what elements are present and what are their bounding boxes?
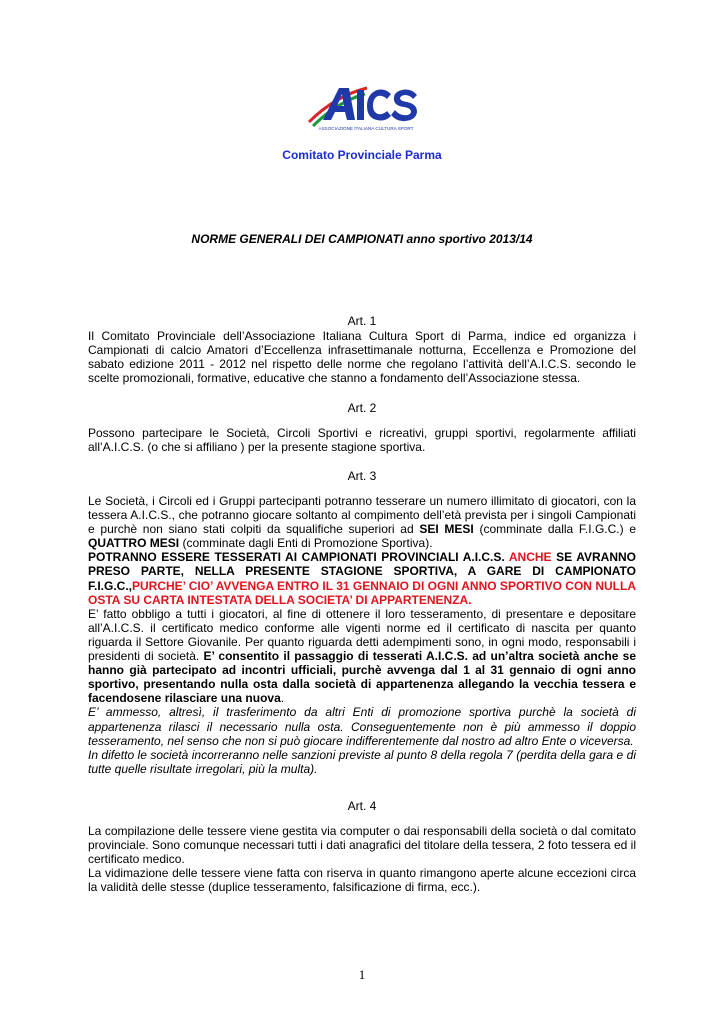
committee-heading: Comitato Provinciale Parma: [282, 148, 442, 162]
aics-logo: [305, 82, 427, 134]
article-3-paragraph-1: Le Società, i Circoli ed i Gruppi partecipanti potranno tesserare un numero illimitato di giocatori, con la tessera A.I.C.S., che potranno giocare soltanto al compimento dell’età prevista per i singoli Campionati e purchè non siano stati colpiti da squalifiche superiori ad SEI MESI (comminate dalla F.I.G.C.) e QUATTRO MESI (comminate dagli Enti di Promozione Sportiva).: [88, 494, 636, 551]
document-title: NORME GENERALI DEI CAMPIONATI anno sportivo 2013/14: [191, 232, 533, 246]
article-3-paragraph-4: E’ ammesso, altresì, il trasferimento da altri Enti di promozione sportiva purchè la società di appartenenza rilasci il necessario nulla osta. Conseguentemente non è più ammesso il doppio tesseramento, nel senso che non si può giocare indifferentemente dal nostro ad altro Ente o viceversa.: [88, 705, 636, 748]
article-2-text: [88, 426, 636, 454]
article-1-paragraph: Il Comitato Provinciale dell’Associazione Italiana Cultura Sport di Parma, indice ed organizza i Campionati di calcio Amatori d’Eccellenza infrasettimanale notturna, Eccellenza e Promozione del sabato edizione 2011 - 2012 nel rispetto delle norme che regolano l’attività dell’A.I.C.S. secondo le scelte promozionali, formative, educative che stanno a fondamento dell’Associazione stessa.: [88, 329, 636, 386]
page-number: 1: [358, 967, 366, 982]
article-2-heading: Art. 2: [347, 401, 377, 415]
article-2-paragraph: Possono partecipare le Società, Circoli Sportivi e ricreativi, gruppi sportivi, regolarmente affiliati all’A.I.C.S. (o che si affiliano ) per la presente stagione sportiva.: [88, 426, 636, 455]
article-3-paragraph-3: E’ fatto obbligo a tutti i giocatori, al fine di ottenere il loro tesseramento, di presentare e depositare all’A.I.C.S. il certificato medico conforme alle vigenti norme ed il certificato di nascita per quanto riguarda il Settore Giovanile. Per quanto riguarda detti adempimenti sono, in ogni modo, responsabili i presidenti di società. E’ consentito il passaggio di tesserati A.I.C.S. ad un’altra società anche se hanno già partecipato ad incontri ufficiali, purchè avvenga dal 1 al 31 gennaio di ogni anno sportivo, presentando nulla osta dalla società di appartenenza allegando la vecchia tessera e facendosene rilasciare una nuova.: [88, 606, 636, 706]
logo-tagline: ASSOCIAZIONE ITALIANA CULTURA SPORT: [318, 126, 414, 131]
article-3-paragraph-5: In difetto le società incorreranno nelle sanzioni previste al punto 8 della regola 7 (perdita della gara e di tutte quelle risultate irregolari, più la multa).: [88, 747, 636, 776]
article-4-paragraph-1: La compilazione delle tessere viene gestita via computer o dai responsabili della società o dal comitato provinciale. Sono comunque necessari tutti i dati anagrafici del titolare della tessera, 2 foto tessera ed il certificato medico.: [88, 824, 636, 867]
article-3-heading: Art. 3: [347, 469, 377, 483]
article-4-heading: Art. 4: [347, 799, 377, 813]
article-3-paragraph-2: POTRANNO ESSERE TESSERATI AI CAMPIONATI PROVINCIALI A.I.C.S. ANCHE SE AVRANNO PRESO PARTE, NELLA PRESENTE STAGIONE SPORTIVA, A GARE DI CAMPIONATO F.I.G.C.,PURCHE’ CIO’ AVVENGA ENTRO IL 31 GENNAIO DI OGNI ANNO SPORTIVO CON NULLA OSTA SU CARTA INTESTATA DELLA SOCIETA’ DI APPARTENENZA.: [88, 550, 636, 607]
article-4-paragraph-2: La vidimazione delle tessere viene fatta con riserva in quanto rimangono aperte alcune eccezioni circa la validità delle stesse (duplice tesseramento, falsificazione di firma, ecc.).: [88, 866, 636, 895]
article-4-text: [88, 824, 636, 894]
article-3-text: [88, 494, 636, 776]
article-1-heading: Art. 1: [347, 314, 377, 328]
article-1-text: [88, 329, 636, 385]
